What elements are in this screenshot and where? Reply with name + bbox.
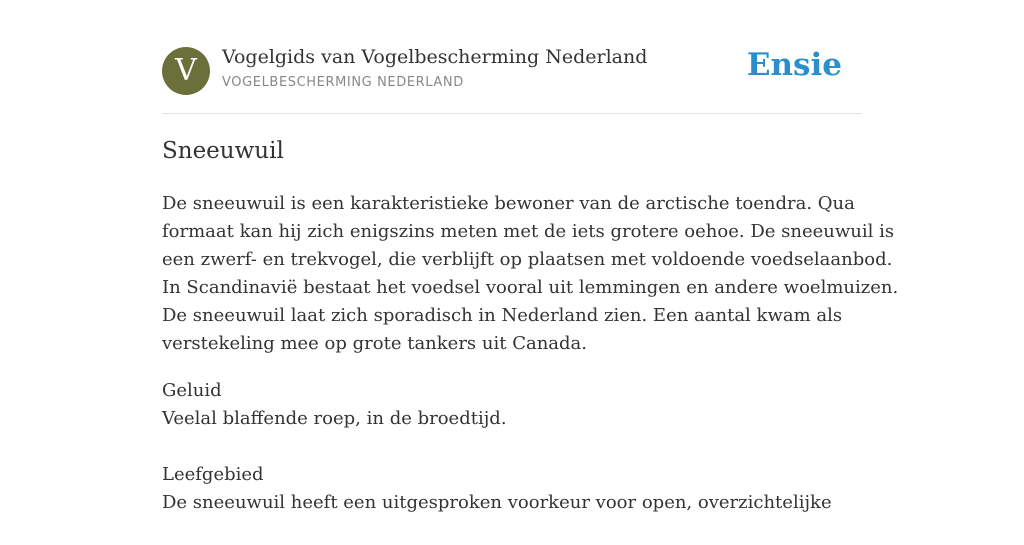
section-heading: Leefgebied (162, 464, 264, 485)
intro-line: De sneeuwuil laat zich sporadisch in Nederland zien. Een aantal kwam als (162, 305, 843, 326)
section-text: Veelal blaffende roep, in de broedtijd. (162, 408, 507, 429)
article-title: Sneeuwuil (162, 138, 284, 164)
intro-line: formaat kan hij zich enigszins meten met de iets grotere oehoe. De sneeuwuil is (162, 221, 895, 242)
intro-line: In Scandinavië bestaat het voedsel vooral uit lemmingen en andere woelmuizen. (162, 277, 899, 298)
source-header (162, 0, 862, 114)
section-text: De sneeuwuil heeft een uitgesproken voorkeur voor open, overzichtelijke (162, 492, 832, 513)
source-subtitle[interactable]: VOGELBESCHERMING NEDERLAND (222, 75, 464, 90)
page-container (162, 0, 899, 513)
article-body (162, 190, 899, 545)
section-geluid (162, 377, 862, 433)
section-heading: Geluid (162, 380, 222, 401)
intro-line: De sneeuwuil is een karakteristieke bewoner van de arctische toendra. Qua (162, 193, 855, 214)
section-leefgebied (162, 461, 862, 517)
source-avatar[interactable]: V (162, 47, 210, 95)
intro-line: verstekeling mee op grote tankers uit Canada. (162, 333, 587, 354)
ensie-logo[interactable]: Ensie (746, 47, 842, 83)
intro-line: een zwerf- en trekvogel, die verblijft op plaatsen met voldoende voedselaanbod. (162, 249, 893, 270)
intro-paragraph (162, 190, 899, 358)
source-title[interactable]: Vogelgids van Vogelbescherming Nederland (222, 46, 648, 68)
